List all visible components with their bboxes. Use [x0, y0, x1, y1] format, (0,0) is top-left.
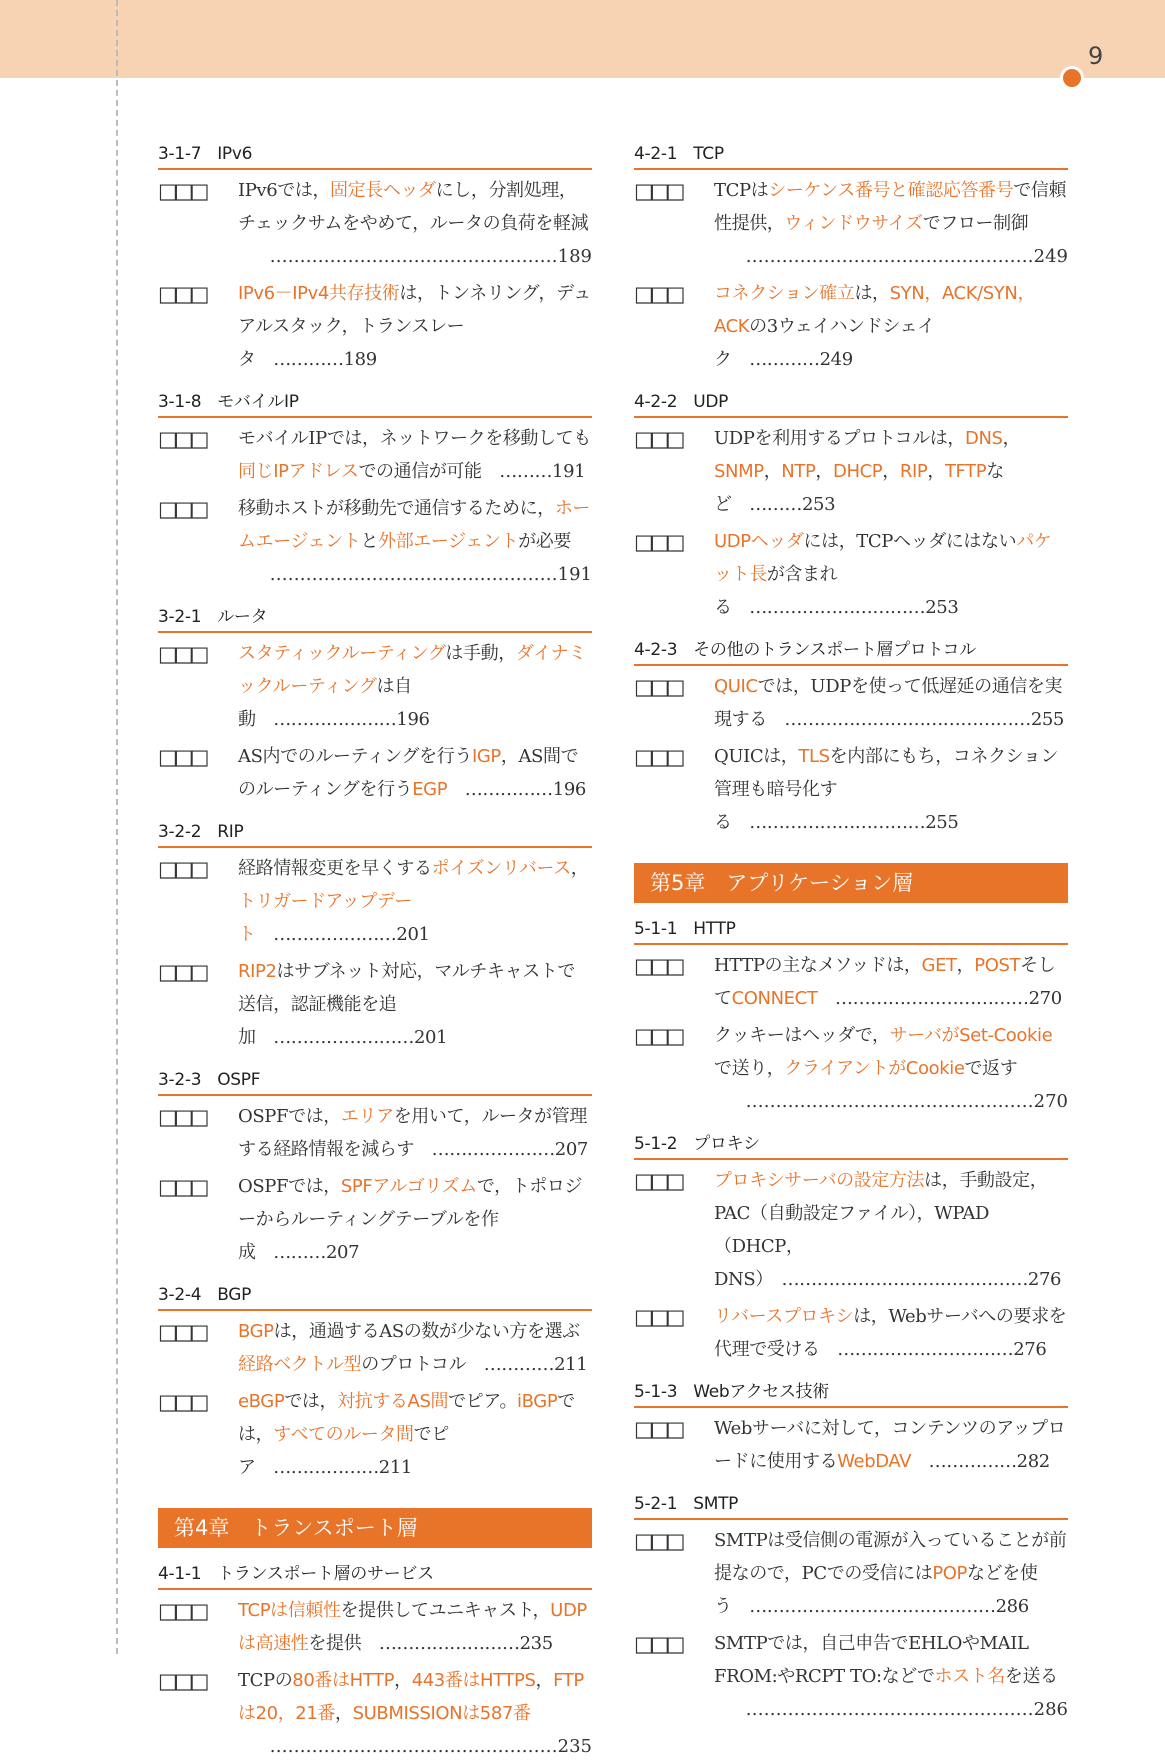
entry-text: [714, 174, 1068, 240]
entry-text-run: で信頼性提供，: [714, 180, 1067, 234]
keyword-highlight: BGP: [238, 1321, 274, 1342]
entry-text-run: QUICは，: [714, 746, 799, 767]
checkbox-group[interactable]: □□□: [158, 179, 206, 203]
entry-text-run: HTTPの主なメソッドは，: [714, 955, 922, 976]
entry-text-run: SMTPでは，自己申告でEHLOやMAIL FROM:やRCPT TO:などで: [714, 1633, 1029, 1687]
page-reference: …………………………………………286: [745, 1699, 1068, 1720]
section-title: プロキシ: [693, 1134, 760, 1154]
checkbox-group[interactable]: □□□: [634, 1305, 682, 1329]
entry-text: [714, 277, 1068, 376]
section-number: 3-2-1: [158, 607, 202, 627]
section-title: BGP: [217, 1285, 252, 1305]
entry-text: [714, 1164, 1068, 1296]
entry-text-run: TCPの: [238, 1670, 293, 1691]
checklist-entry: [634, 1524, 1068, 1623]
checkbox-group[interactable]: □□□: [158, 282, 206, 306]
entry-text-run: では，: [284, 1391, 338, 1412]
checkbox-group[interactable]: □□□: [158, 857, 206, 881]
page-reference: …………………………………………235: [269, 1736, 592, 1757]
entry-text-run: OSPFでは，: [238, 1176, 341, 1197]
section-title: ルータ: [217, 607, 268, 627]
section-number: 4-2-3: [634, 640, 678, 660]
checkbox-group[interactable]: □□□: [634, 745, 682, 769]
section-number: 5-1-1: [634, 919, 678, 939]
entry-text-run: Webサーバに対して，コンテンツのアップロードに使用する: [714, 1418, 1066, 1472]
keyword-highlight: スタティックルーティング: [238, 643, 446, 664]
page-reference: …………………………253: [731, 597, 959, 618]
keyword-highlight: GET: [921, 955, 957, 976]
checkbox-group[interactable]: □□□: [634, 1529, 682, 1553]
keyword-highlight: クライアントがCookie: [784, 1058, 965, 1079]
entry-text-run: を提供: [308, 1633, 362, 1654]
keyword-highlight: コネクション確立: [714, 283, 855, 304]
keyword-highlight: RIP2: [238, 961, 277, 982]
checkbox-group[interactable]: □□□: [634, 1632, 682, 1656]
checkbox-group[interactable]: □□□: [634, 530, 682, 554]
entry-text: [238, 174, 592, 240]
keyword-highlight: WebDAV: [837, 1451, 912, 1472]
keyword-highlight: ウィンドウサイズ: [784, 213, 923, 234]
keyword-highlight: TLS: [798, 746, 830, 767]
section-heading: [158, 1560, 592, 1590]
section-title: UDP: [693, 392, 729, 412]
entry-text-run: で送り，: [714, 1058, 785, 1079]
page-reference: ……………282: [911, 1451, 1050, 1472]
section-heading: [634, 636, 1068, 666]
section-number: 3-1-8: [158, 392, 202, 412]
entry-text: [714, 422, 1068, 521]
entry-text: [238, 1170, 592, 1269]
entry-text: [714, 1524, 1068, 1623]
checkbox-group[interactable]: □□□: [634, 954, 682, 978]
chapter-heading: 第5章 アプリケーション層: [634, 863, 1068, 903]
entry-text-run: モバイルIPでは，ネットワークを移動しても: [238, 428, 591, 449]
binding-dashed-line: [116, 0, 118, 1654]
checklist-entry: [634, 525, 1068, 624]
keyword-highlight: 固定長ヘッダ: [330, 180, 436, 201]
checkbox-group[interactable]: □□□: [634, 1417, 682, 1441]
entry-text-run: ，AS間でのルーティングを行う: [238, 746, 579, 800]
entry-text-run: が必要: [518, 531, 571, 552]
entry-text: [238, 740, 592, 806]
entry-text-run: でピア。: [448, 1391, 518, 1412]
checkbox-group[interactable]: □□□: [158, 745, 206, 769]
section-number: 3-2-2: [158, 822, 202, 842]
keyword-highlight: NTP: [781, 461, 816, 482]
entry-text-run: が含まれる: [714, 564, 838, 618]
checklist-entry: [634, 1164, 1068, 1296]
checkbox-group[interactable]: □□□: [158, 1320, 206, 1344]
keyword-highlight: SUBMISSIONは587番: [352, 1703, 531, 1724]
checklist-entry: [634, 740, 1068, 839]
entry-text: [714, 949, 1068, 1015]
keyword-highlight: DHCP: [833, 461, 883, 482]
entry-text-run: は，トンネリング，デュアルスタック，トランスレータ: [238, 283, 591, 370]
page-reference: …………………………………………249: [745, 246, 1068, 267]
keyword-highlight: TFTP: [944, 461, 987, 482]
entry-text-run: ，: [882, 461, 900, 482]
section-number: 5-1-3: [634, 1382, 678, 1402]
section-number: 5-1-2: [634, 1134, 678, 1154]
entry-text-run: では，UDPを使って低遅延の通信を実現する: [714, 676, 1063, 730]
section-number: 3-2-3: [158, 1070, 202, 1090]
entry-text: [714, 1300, 1068, 1366]
entry-text: [714, 525, 1068, 624]
keyword-highlight: 経路ベクトル型: [238, 1354, 362, 1375]
section-heading: [634, 1130, 1068, 1160]
page-reference: …………………………………………191: [269, 564, 592, 585]
page-reference: ……………………201: [255, 1027, 448, 1048]
checkbox-group[interactable]: □□□: [158, 960, 206, 984]
checklist-entry: [158, 277, 592, 376]
section-number: 3-1-7: [158, 144, 202, 164]
page-reference: ……………………235: [361, 1633, 553, 1654]
entry-text-run: と: [360, 531, 379, 552]
entry-text-run: などを使う: [714, 1563, 1038, 1617]
entry-text-run: OSPFでは，: [238, 1106, 341, 1127]
keyword-highlight: iBGP: [517, 1391, 558, 1412]
section-heading: [158, 140, 592, 170]
entry-text-run: ，: [927, 461, 945, 482]
page-reference: …………………207: [414, 1139, 588, 1160]
page-reference: ……………………………270: [817, 988, 1062, 1009]
section-number: 3-2-4: [158, 1285, 202, 1305]
checklist-entry: [158, 852, 592, 951]
checklist-entry: [634, 949, 1068, 1015]
entry-text-run: 経路情報変更を早くする: [238, 858, 432, 879]
section-title: トランスポート層のサービス: [217, 1564, 434, 1584]
keyword-highlight: SPFアルゴリズム: [340, 1176, 477, 1197]
keyword-highlight: ホスト名: [934, 1666, 1005, 1687]
entry-text-run: でピア: [238, 1424, 449, 1478]
checklist-entry: [158, 1664, 592, 1763]
checkbox-group[interactable]: □□□: [158, 427, 206, 451]
entry-text-run: を内部にもち，コネクション管理も暗号化する: [714, 746, 1059, 833]
checklist-entry: [634, 1019, 1068, 1118]
page-reference: …………………………255: [731, 812, 959, 833]
section-heading: [158, 388, 592, 418]
keyword-highlight: SNMP: [714, 461, 764, 482]
entry-text: [238, 1385, 592, 1484]
entry-text-run: では，: [238, 1391, 575, 1445]
keyword-highlight: RIP: [899, 461, 928, 482]
checkbox-group[interactable]: □□□: [158, 642, 206, 666]
entry-text: [714, 1412, 1068, 1478]
checkbox-group[interactable]: □□□: [634, 675, 682, 699]
entry-text-run: は自動: [238, 676, 412, 730]
section-heading: [634, 915, 1068, 945]
entry-text-run: での通信が可能: [358, 461, 482, 482]
checkbox-group[interactable]: □□□: [158, 1599, 206, 1623]
entry-text-run: でフロー制御: [922, 213, 1029, 234]
section-title: IPv6: [217, 144, 253, 164]
entry-text: [238, 277, 592, 376]
keyword-highlight: TCPは信頼性: [238, 1600, 341, 1621]
keyword-highlight: 同じIPアドレス: [238, 461, 359, 482]
page-reference: …………249: [731, 349, 853, 370]
entry-text-run: にし，分割処理，チェックサムをやめて，ルータの負荷を軽減: [238, 180, 589, 234]
checkbox-group[interactable]: □□□: [158, 1669, 206, 1693]
section-number: 4-2-2: [634, 392, 678, 412]
left-column: [158, 128, 592, 1763]
entry-text-run: は，手動設定，PAC（自動設定ファイル），WPAD（DHCP，DNS）: [714, 1170, 1048, 1290]
entry-text-run: UDPを利用するプロトコルは，: [714, 428, 965, 449]
page-reference: …………………201: [255, 924, 430, 945]
header-band: [0, 0, 1165, 78]
entry-text-run: の3ウェイハンドシェイク: [714, 316, 935, 370]
entry-text: [238, 955, 592, 1054]
entry-text-run: で返す: [964, 1058, 1018, 1079]
entry-text: [714, 740, 1068, 839]
checkbox-group[interactable]: □□□: [158, 1175, 206, 1199]
keyword-highlight: ホームエージェント: [238, 498, 591, 552]
checkbox-group[interactable]: □□□: [158, 497, 206, 521]
entry-text-run: はサブネット対応，マルチキャストで送信，認証機能を追加: [238, 961, 576, 1048]
page-reference: …………………………………………189: [269, 246, 592, 267]
page-reference: ………191: [481, 461, 586, 482]
entry-text-run: には，TCPヘッダにはない: [803, 531, 1017, 552]
page-reference: ………253: [731, 494, 836, 515]
section-title: SMTP: [693, 1494, 739, 1514]
keyword-highlight: シーケンス番号と確認応答番号: [768, 180, 1014, 201]
keyword-highlight: 443番はHTTPS: [411, 1670, 536, 1691]
checklist-entry: [158, 174, 592, 273]
section-title: HTTP: [693, 919, 736, 939]
entry-text-run: クッキーはヘッダで，: [714, 1025, 890, 1046]
entry-text-run: IPv6では，: [238, 180, 331, 201]
entry-text-run: ，: [815, 461, 834, 482]
page-reference: …………189: [255, 349, 377, 370]
entry-text: [238, 1664, 592, 1730]
checklist-entry: [634, 277, 1068, 376]
page-reference: ………207: [255, 1242, 360, 1263]
keyword-highlight: 外部エージェント: [378, 531, 519, 552]
entry-text-run: ，: [535, 1670, 554, 1691]
page-reference: ……………196: [447, 779, 586, 800]
entry-text-run: は，: [854, 283, 890, 304]
section-title: その他のトランスポート層プロトコル: [693, 640, 976, 660]
entry-text: [238, 1315, 592, 1381]
keyword-highlight: QUIC: [714, 676, 758, 697]
entry-text-run: を提供してユニキャスト，: [340, 1600, 551, 1621]
right-column: [634, 128, 1068, 1726]
entry-text-run: ，: [570, 858, 589, 879]
entry-text: [714, 1627, 1068, 1693]
page-reference: ……………………………………276: [763, 1269, 1062, 1290]
section-title: TCP: [693, 144, 724, 164]
entry-text: [238, 637, 592, 736]
entry-text: [238, 422, 592, 488]
entry-text: [238, 852, 592, 951]
keyword-highlight: POP: [932, 1563, 968, 1584]
checkbox-group[interactable]: □□□: [158, 1390, 206, 1414]
checklist-entry: [158, 740, 592, 806]
checklist-entry: [158, 955, 592, 1054]
keyword-highlight: eBGP: [238, 1391, 285, 1412]
checklist-entry: [158, 1594, 592, 1660]
keyword-highlight: SYN，ACK/SYN，ACK: [714, 283, 1036, 337]
keyword-highlight: FTPは20，21番: [238, 1670, 584, 1724]
keyword-highlight: EGP: [412, 779, 448, 800]
checkbox-group[interactable]: □□□: [158, 1105, 206, 1129]
checklist-entry: [158, 1315, 592, 1381]
keyword-highlight: UDPは高速性: [238, 1600, 587, 1654]
chapter-heading: 第4章 トランスポート層: [158, 1508, 592, 1548]
section-heading: [158, 603, 592, 633]
keyword-highlight: UDPヘッダ: [714, 531, 804, 552]
entry-text-run: AS内でのルーティングを行う: [238, 746, 472, 767]
entry-text-run: で，トポロジーからルーティングテーブルを作成: [238, 1176, 583, 1263]
keyword-highlight: プロキシサーバの設定方法: [714, 1170, 925, 1191]
entry-text-run: は，Webサーバへの要求を代理で受ける: [714, 1306, 1067, 1360]
checklist-entry: [158, 637, 592, 736]
section-heading: [158, 1281, 592, 1311]
entry-text-run: 移動ホストが移動先で通信するために，: [238, 498, 555, 519]
entry-text: [714, 1019, 1068, 1085]
entry-text-run: TCPは: [714, 180, 769, 201]
page-reference: ……………………………………255: [766, 709, 1064, 730]
checklist-entry: [158, 1100, 592, 1166]
page-reference: ……………………………………286: [731, 1596, 1029, 1617]
keyword-highlight: トリガードアップデート: [238, 891, 413, 945]
checklist-entry: [634, 670, 1068, 736]
checkbox-group[interactable]: □□□: [634, 282, 682, 306]
section-heading: [634, 1490, 1068, 1520]
checklist-entry: [158, 1170, 592, 1269]
section-title: RIP: [217, 822, 244, 842]
entry-text-run: ，: [394, 1670, 412, 1691]
checklist-entry: [158, 1385, 592, 1484]
keyword-highlight: POST: [974, 955, 1021, 976]
keyword-highlight: DNS: [965, 428, 1003, 449]
section-heading: [634, 388, 1068, 418]
section-title: モバイルIP: [217, 392, 299, 412]
section-number: 4-1-1: [158, 1564, 202, 1584]
section-number: 5-2-1: [634, 1494, 678, 1514]
checkbox-group[interactable]: □□□: [634, 1024, 682, 1048]
keyword-highlight: CONNECT: [731, 988, 818, 1009]
entry-text: [238, 1594, 592, 1660]
entry-text-run: は，通過するASの数が少ない方を選ぶ: [273, 1321, 580, 1342]
section-heading: [634, 1378, 1068, 1408]
section-heading: [158, 818, 592, 848]
entry-text-run: を用いて，ルータが管理する経路情報を減らす: [238, 1106, 587, 1160]
entry-text-run: など: [714, 461, 1004, 515]
checklist-entry: [634, 1412, 1068, 1478]
page-reference: …………………196: [255, 709, 430, 730]
keyword-highlight: エリア: [340, 1106, 394, 1127]
checkbox-group[interactable]: □□□: [634, 427, 682, 451]
keyword-highlight: すべてのルータ間: [273, 1424, 414, 1445]
page-reference: …………211: [466, 1354, 588, 1375]
page-reference: …………………………276: [819, 1339, 1047, 1360]
keyword-highlight: ポイズンリバース: [431, 858, 571, 879]
entry-text: [238, 1100, 592, 1166]
keyword-highlight: 対抗するAS間: [337, 1391, 449, 1412]
entry-text: [714, 670, 1068, 736]
keyword-highlight: ダイナミックルーティング: [238, 643, 586, 697]
section-heading: [158, 1066, 592, 1096]
entry-text-run: そして: [714, 955, 1056, 1009]
entry-text-run: ，: [1002, 428, 1021, 449]
checklist-entry: [634, 1300, 1068, 1366]
page-marker-dot: [1060, 66, 1084, 90]
entry-text-run: ，: [956, 955, 975, 976]
checklist-entry: [634, 422, 1068, 521]
page-reference: …………………………………………270: [745, 1091, 1068, 1112]
page-reference: ………………211: [255, 1457, 412, 1478]
section-title: OSPF: [217, 1070, 261, 1090]
entry-text-run: ，: [763, 461, 782, 482]
section-number: 4-2-1: [634, 144, 678, 164]
keyword-highlight: サーバがSet-Cookie: [889, 1025, 1053, 1046]
checklist-entry: [158, 492, 592, 591]
page-number: 9: [1088, 42, 1104, 70]
keyword-highlight: 80番はHTTP: [292, 1670, 395, 1691]
entry-text-run: は手動，: [445, 643, 516, 664]
entry-text-run: のプロトコル: [361, 1354, 467, 1375]
checklist-entry: [634, 174, 1068, 273]
keyword-highlight: パケット長: [714, 531, 1052, 585]
checklist-entry: [158, 422, 592, 488]
checklist-entry: [634, 1627, 1068, 1726]
checkbox-group[interactable]: □□□: [634, 179, 682, 203]
keyword-highlight: IGP: [471, 746, 501, 767]
entry-text-run: を送る: [1004, 1666, 1058, 1687]
keyword-highlight: リバースプロキシ: [714, 1306, 854, 1327]
section-heading: [634, 140, 1068, 170]
section-title: Webアクセス技術: [693, 1382, 830, 1402]
checkbox-group[interactable]: □□□: [634, 1169, 682, 1193]
keyword-highlight: IPv6－IPv4共存技術: [238, 283, 400, 304]
entry-text: [238, 492, 592, 558]
entry-text-run: SMTPは受信側の電源が入っていることが前提なので，PCでの受信には: [714, 1530, 1067, 1584]
entry-text-run: ，: [335, 1703, 353, 1724]
